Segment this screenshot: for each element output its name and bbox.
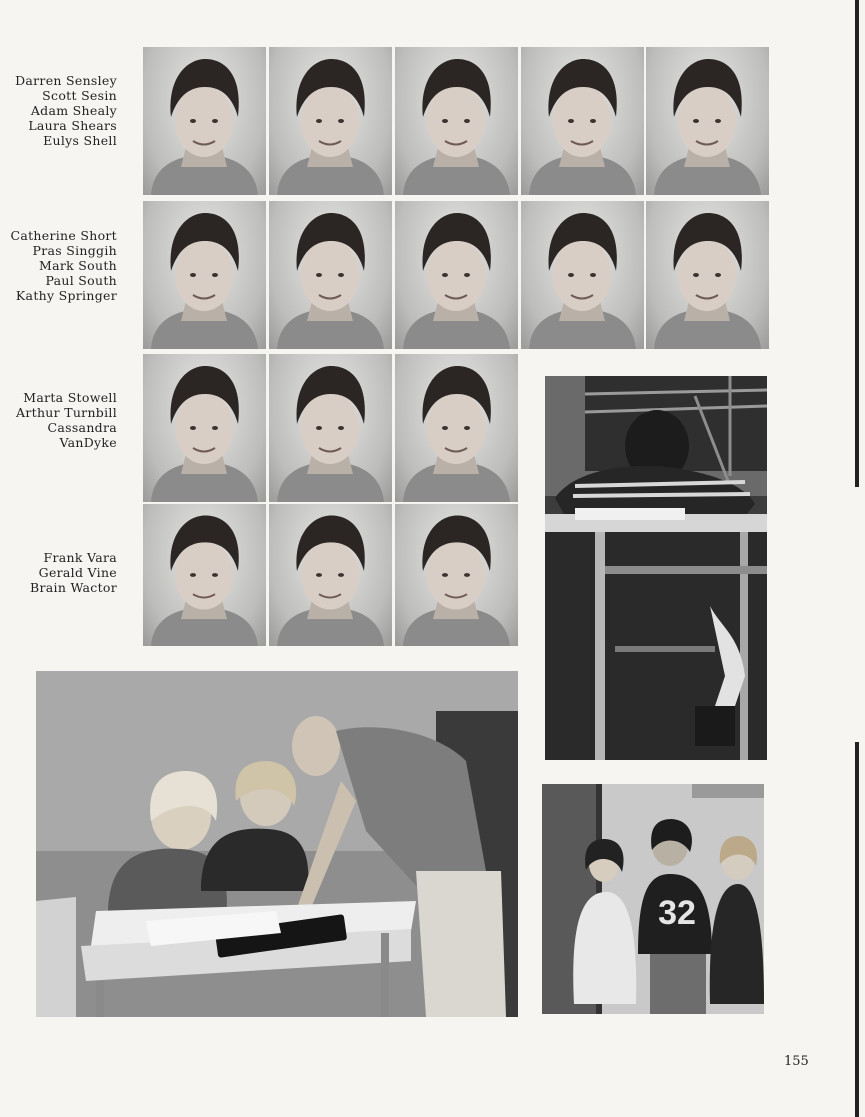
student-portrait	[269, 47, 392, 195]
candid-photo-group	[542, 784, 764, 1014]
student-portrait	[395, 47, 518, 195]
student-name: Catherine Short	[10, 228, 117, 243]
jersey-number: 32	[658, 894, 696, 932]
student-portrait	[143, 354, 266, 502]
student-portrait	[143, 201, 266, 349]
student-portrait	[143, 47, 266, 195]
name-list-row-1	[0, 73, 117, 148]
student-name: Kathy Springer	[15, 288, 117, 303]
student-portrait	[269, 201, 392, 349]
student-name: Laura Shears	[28, 118, 117, 133]
student-name: Pras Singgih	[32, 243, 117, 258]
student-name: Darren Sensley	[15, 73, 117, 88]
student-portrait	[646, 47, 769, 195]
student-name: Marta Stowell	[23, 390, 117, 405]
student-name: Eulys Shell	[43, 133, 117, 148]
student-name: Gerald Vine	[38, 565, 117, 580]
student-name: Brain Wactor	[30, 580, 117, 595]
student-portrait	[521, 201, 644, 349]
student-portrait	[395, 354, 518, 502]
page-number: 155	[784, 1054, 809, 1069]
candid-photo-table	[36, 671, 518, 1017]
student-name: Adam Shealy	[30, 103, 117, 118]
student-portrait	[143, 504, 266, 646]
student-portrait	[395, 201, 518, 349]
student-name: Frank Vara	[43, 550, 117, 565]
binding-edge-lower	[855, 742, 859, 1117]
name-list-row-4	[0, 550, 117, 595]
student-portrait	[395, 504, 518, 646]
student-name: Scott Sesin	[42, 88, 117, 103]
student-portrait	[269, 354, 392, 502]
student-name: VanDyke	[59, 435, 117, 450]
student-portrait	[646, 201, 769, 349]
student-portrait	[269, 504, 392, 646]
candid-photo-desk	[545, 376, 767, 760]
student-name: Cassandra	[47, 420, 117, 435]
name-list-row-2	[0, 228, 117, 303]
student-name: Arthur Turnbill	[16, 405, 117, 420]
binding-edge-upper	[855, 0, 859, 487]
student-portrait	[521, 47, 644, 195]
student-name: Mark South	[39, 258, 117, 273]
name-list-row-3	[0, 390, 117, 450]
student-name: Paul South	[45, 273, 117, 288]
